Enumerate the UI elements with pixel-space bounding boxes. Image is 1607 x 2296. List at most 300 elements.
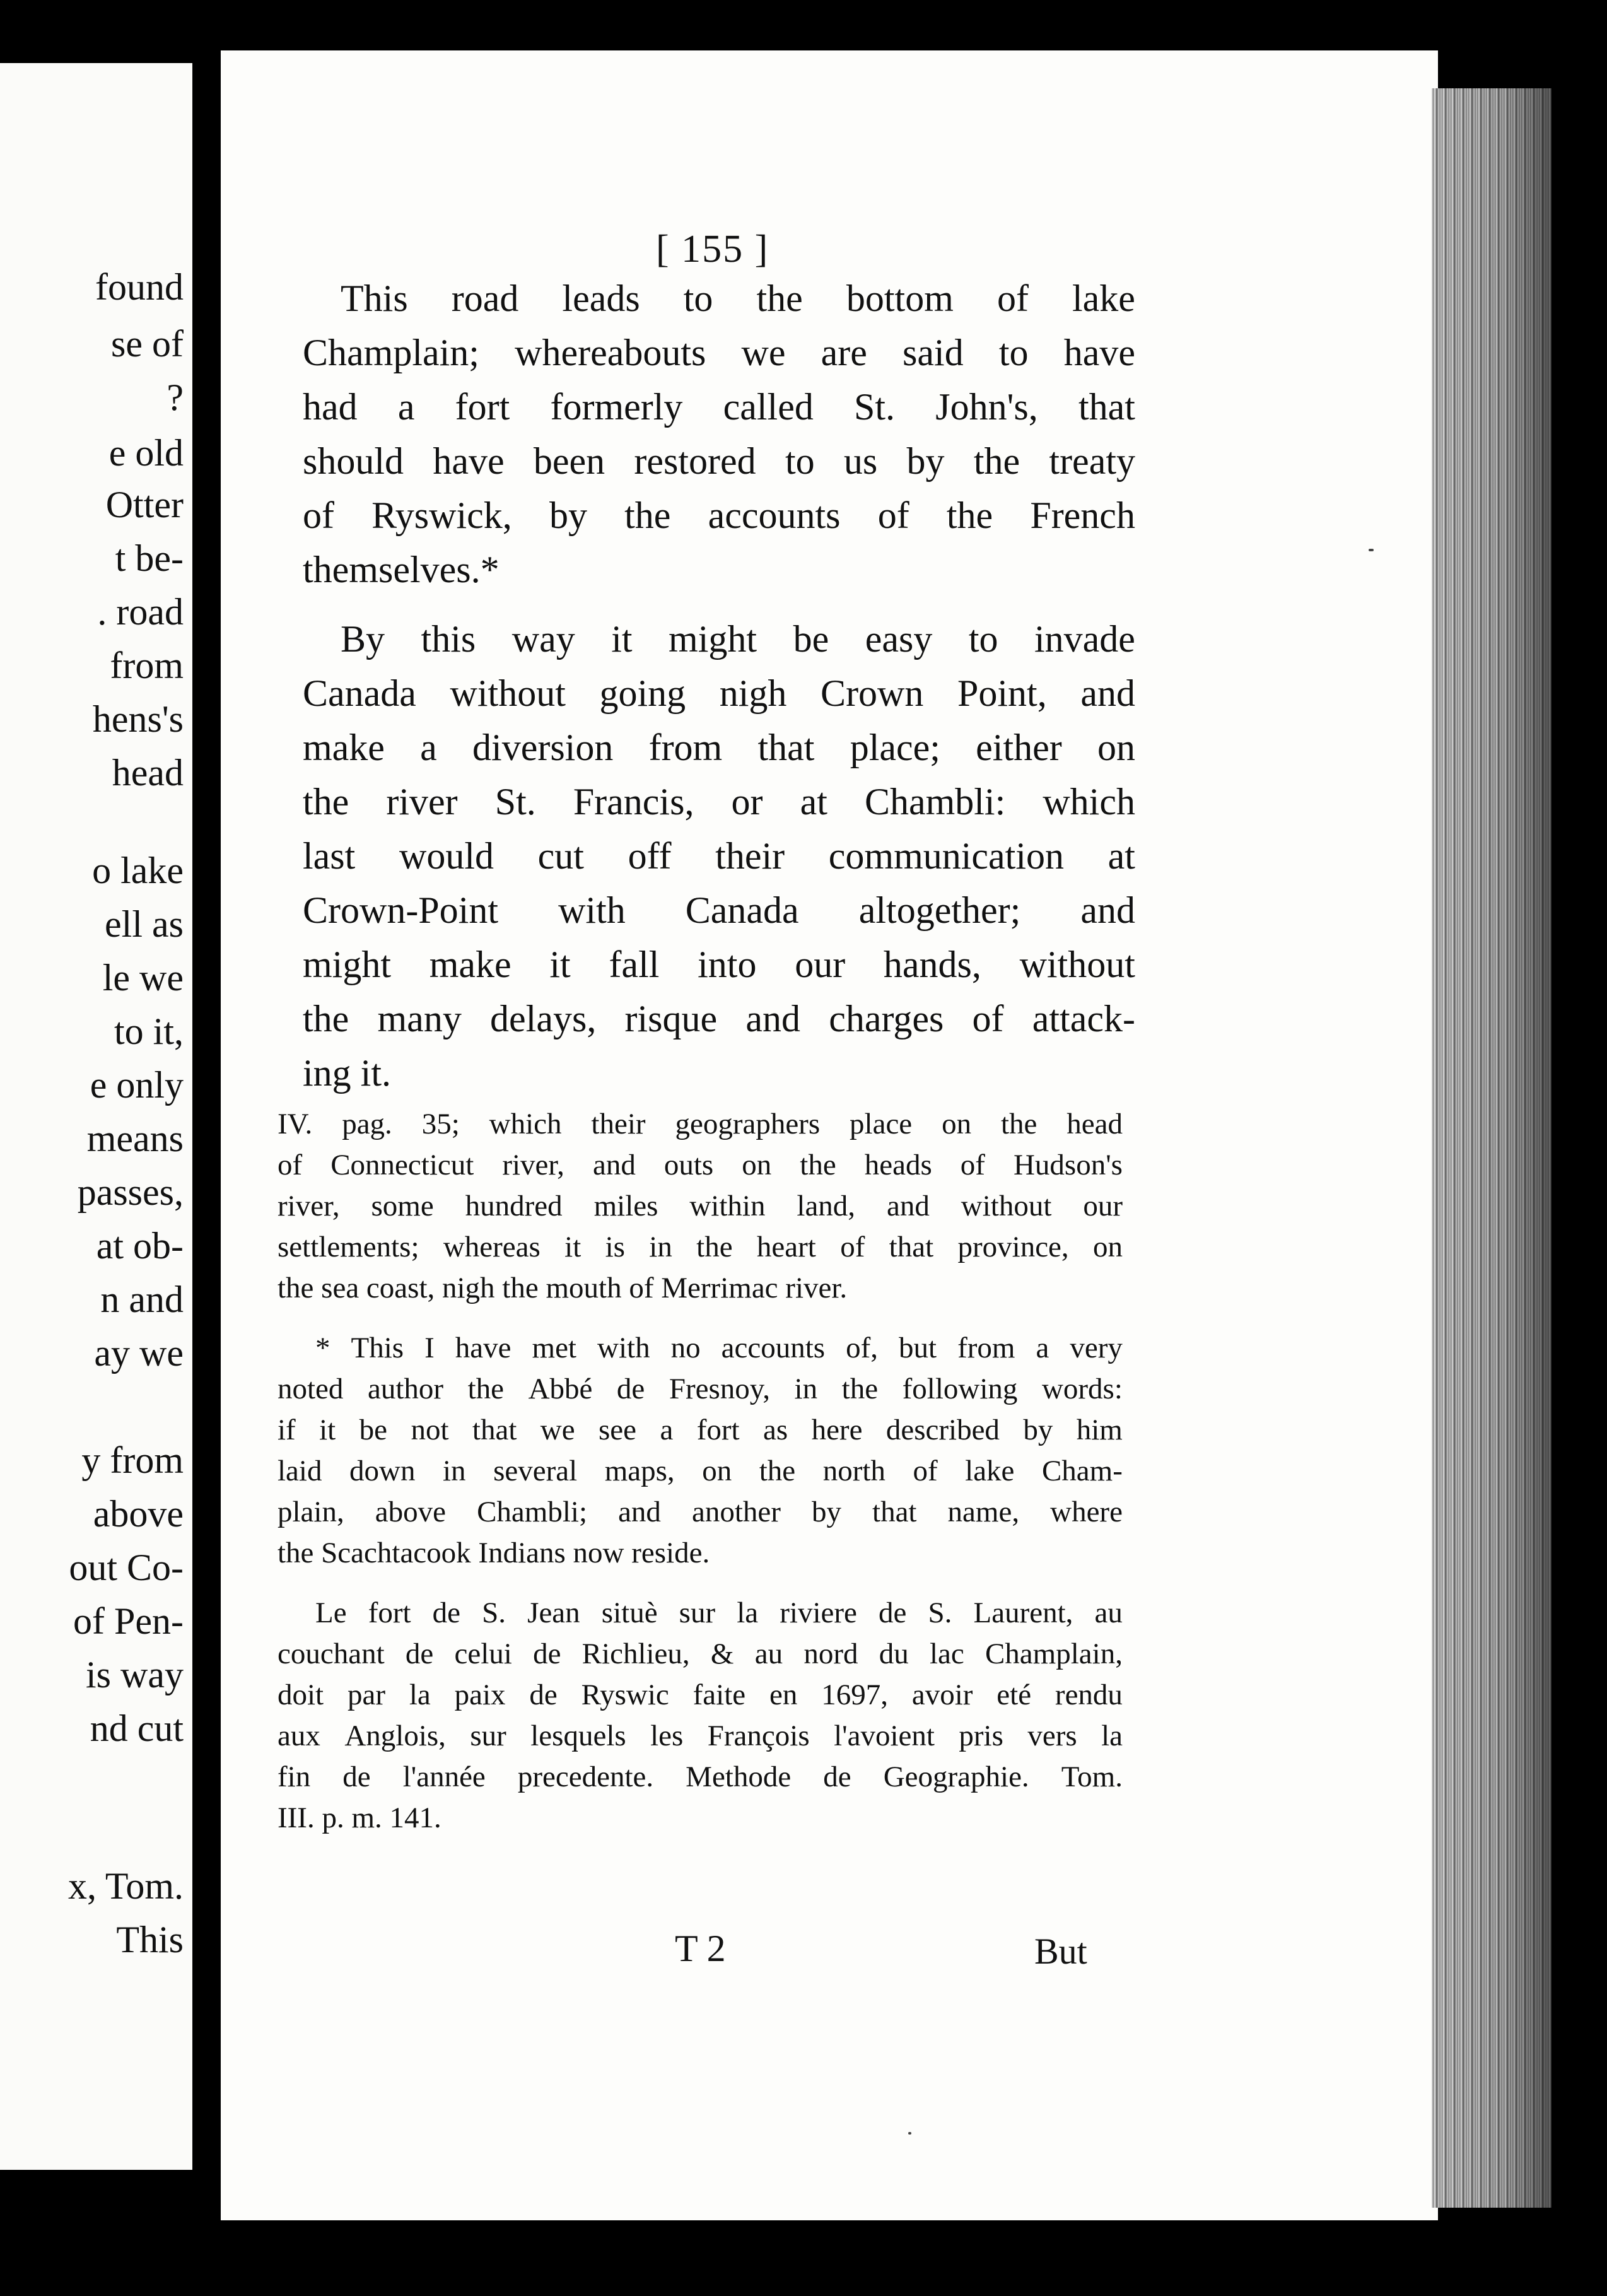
word: of (877, 495, 909, 536)
word: la (1101, 1719, 1123, 1752)
previous-page-line: se of (111, 323, 184, 365)
word: place (850, 1108, 913, 1140)
note-line (278, 1227, 1123, 1268)
word: the (973, 440, 1020, 482)
word: if (278, 1414, 296, 1446)
word: Fresnoy, (669, 1373, 770, 1405)
previous-page-line: ? (167, 377, 184, 418)
word: not (411, 1414, 449, 1446)
word: maps, (604, 1455, 675, 1487)
word: Cham- (1041, 1455, 1123, 1487)
word: John's, (935, 386, 1038, 428)
word: might (669, 618, 757, 660)
word: 35; (421, 1108, 460, 1140)
word: Ryswic (581, 1678, 669, 1711)
book-gutter (192, 0, 223, 2296)
word: north (822, 1455, 885, 1487)
word: lesquels (530, 1719, 626, 1752)
body-line (303, 434, 1135, 488)
previous-page-line: is way (86, 1654, 184, 1696)
word: where (1050, 1496, 1123, 1528)
note-line: III. p. m. 141. (278, 1801, 441, 1834)
word: communication (828, 835, 1065, 877)
word: miles (593, 1190, 658, 1222)
word: laid (278, 1455, 322, 1487)
note-line (278, 1145, 1123, 1186)
body-line (303, 666, 1135, 720)
word: of (278, 1149, 303, 1181)
word: altogether; (858, 889, 1021, 931)
word: of, (846, 1332, 878, 1364)
word: of (996, 278, 1029, 319)
body-line: themselves.* (303, 549, 500, 590)
previous-page-fragment (0, 63, 192, 2170)
word: S. (482, 1596, 506, 1629)
body-line (303, 992, 1135, 1046)
word: accounts (708, 495, 841, 536)
word: are (821, 332, 867, 373)
word: that (757, 727, 815, 768)
word: that (1078, 386, 1135, 428)
word: Jean (527, 1596, 580, 1629)
previous-page-line: above (93, 1493, 184, 1535)
note-line (278, 1410, 1123, 1451)
word: author (367, 1373, 444, 1405)
word: par (347, 1678, 385, 1711)
note-line (278, 1757, 1123, 1798)
word: have (455, 1332, 511, 1364)
word: au (1094, 1596, 1123, 1629)
word: la (409, 1678, 431, 1711)
word: French (1030, 495, 1135, 536)
word: following (902, 1373, 1018, 1405)
word: riviere (780, 1596, 857, 1629)
note-line (278, 1593, 1123, 1634)
word: doit (278, 1678, 324, 1711)
word: eté (996, 1678, 1032, 1711)
word: lake (1072, 278, 1135, 319)
word: of (960, 1149, 985, 1181)
word: settlements; (278, 1231, 419, 1263)
word: the (946, 495, 993, 536)
word: Methode (686, 1760, 792, 1793)
word: land, (797, 1190, 856, 1222)
word: be (793, 618, 829, 660)
word: by (549, 495, 587, 536)
word: Champlain, (985, 1637, 1123, 1670)
word: the (759, 1455, 796, 1487)
previous-page-line: nd cut (90, 1707, 184, 1749)
word: from (648, 727, 723, 768)
word: to (968, 618, 998, 660)
previous-page-line: passes, (77, 1171, 184, 1213)
word: pris (959, 1719, 1003, 1752)
word: delays, (490, 998, 597, 1040)
word: restored (634, 440, 756, 482)
word: diversion (472, 727, 614, 768)
word: it (319, 1414, 336, 1446)
speck (908, 2132, 911, 2135)
word: This (351, 1332, 404, 1364)
word: la (737, 1596, 759, 1629)
word: above (375, 1496, 447, 1528)
word: rendu (1055, 1678, 1123, 1711)
word: several (493, 1455, 578, 1487)
page-edges-shadow (1432, 88, 1551, 2208)
previous-page-line: hens's (92, 698, 184, 740)
word: and (1080, 672, 1135, 714)
word: on (742, 1149, 772, 1181)
word: the (696, 1231, 733, 1263)
previous-page-line: at ob- (96, 1225, 184, 1267)
body-line (303, 380, 1135, 434)
word: accounts (721, 1332, 826, 1364)
previous-page-line: n and (100, 1279, 184, 1320)
word: our (1083, 1190, 1123, 1222)
word: St. (854, 386, 896, 428)
word: place; (850, 727, 940, 768)
body-line (303, 829, 1135, 883)
word: been (533, 440, 605, 482)
word: river, (278, 1190, 340, 1222)
previous-page-line: out Co- (69, 1547, 184, 1588)
word: I (424, 1332, 435, 1364)
body-line (303, 271, 1135, 325)
word: might (303, 944, 392, 985)
previous-page-line: found (95, 266, 184, 308)
word: of (840, 1231, 865, 1263)
word: that (889, 1231, 934, 1263)
previous-page-line: . road (97, 591, 184, 633)
word: Francis, (573, 781, 694, 823)
word: of (972, 998, 1004, 1040)
word: easy (865, 618, 933, 660)
word: en (769, 1678, 798, 1711)
word: is (605, 1231, 625, 1263)
word: the (800, 1149, 836, 1181)
word: a (660, 1414, 674, 1446)
word: river, (502, 1149, 564, 1181)
word: paix (454, 1678, 506, 1711)
word: a (397, 386, 415, 428)
word: name, (947, 1496, 1020, 1528)
word: the (624, 495, 671, 536)
word: invade (1034, 618, 1135, 660)
speck (1369, 549, 1374, 551)
previous-page-line: from (110, 645, 184, 686)
word: described (885, 1414, 1000, 1446)
previous-page-line: le we (102, 957, 184, 999)
note-line: the sea coast, nigh the mouth of Merrimac river. (278, 1272, 848, 1304)
word: in (794, 1373, 818, 1405)
word: very (1070, 1332, 1123, 1364)
word: of (913, 1455, 938, 1487)
word: Connecticut (330, 1149, 474, 1181)
word: * (315, 1332, 330, 1364)
word: here (811, 1414, 863, 1446)
word: on (1093, 1231, 1123, 1263)
word: province, (957, 1231, 1069, 1263)
word: pag. (342, 1108, 392, 1140)
word: without (1019, 944, 1135, 985)
word: the (756, 278, 803, 319)
word: de (342, 1760, 371, 1793)
word: de (616, 1373, 645, 1405)
word: and (618, 1496, 661, 1528)
previous-page-line: ay we (94, 1332, 184, 1374)
word: make (303, 727, 385, 768)
word: IV. (278, 1108, 313, 1140)
word: head (1066, 1108, 1123, 1140)
word: by (1023, 1414, 1053, 1446)
word: going (599, 672, 686, 714)
word: a (1036, 1332, 1049, 1364)
word: that (472, 1414, 517, 1446)
word: road (451, 278, 519, 319)
note-line (278, 1369, 1123, 1410)
word: but (898, 1332, 937, 1364)
word: Crown (821, 672, 924, 714)
previous-page-line: This (116, 1919, 184, 1960)
word: Abbé (528, 1373, 593, 1405)
word: river (386, 781, 458, 823)
word: our (795, 944, 846, 985)
word: lake (965, 1455, 1015, 1487)
body-text (303, 271, 1135, 1100)
word: heart (756, 1231, 816, 1263)
word: and (745, 998, 800, 1040)
word: Point, (957, 672, 1047, 714)
word: risque (624, 998, 718, 1040)
word: whereas (443, 1231, 541, 1263)
word: fort (368, 1596, 411, 1629)
word: treaty (1049, 440, 1135, 482)
word: Le (315, 1596, 347, 1629)
word: their (715, 835, 785, 877)
word: without (450, 672, 566, 714)
word: or (731, 781, 763, 823)
word: cut (537, 835, 584, 877)
word: would (399, 835, 494, 877)
word: By (341, 618, 385, 660)
word: way (511, 618, 575, 660)
word: no (670, 1332, 701, 1364)
word: and (886, 1190, 930, 1222)
body-line (303, 883, 1135, 937)
note-line (278, 1675, 1123, 1716)
word: fort (696, 1414, 740, 1446)
word: the (467, 1373, 505, 1405)
word: fin (278, 1760, 311, 1793)
word: au (754, 1637, 783, 1670)
note-line (278, 1104, 1123, 1145)
word: it (611, 618, 633, 660)
word: bottom (846, 278, 954, 319)
word: by (906, 440, 945, 482)
word: the (303, 998, 349, 1040)
body-line (303, 720, 1135, 775)
word: should (303, 440, 404, 482)
note-line (278, 1716, 1123, 1757)
word: the (1000, 1108, 1037, 1140)
word: of (303, 495, 334, 536)
word: de (529, 1678, 558, 1711)
word: Geographie. (883, 1760, 1029, 1793)
word: be (359, 1414, 388, 1446)
word: on (1097, 727, 1135, 768)
word: we (540, 1414, 575, 1446)
word: situè (601, 1596, 658, 1629)
previous-page-line: means (86, 1118, 184, 1159)
word: de (432, 1596, 461, 1629)
previous-page-line: to it, (114, 1010, 184, 1052)
word: many (377, 998, 462, 1040)
word: outs (663, 1149, 714, 1181)
word: us (843, 440, 878, 482)
note-line (278, 1186, 1123, 1227)
word: at (800, 781, 827, 823)
word: some (371, 1190, 434, 1222)
word: the (303, 781, 349, 823)
body-line (303, 488, 1135, 542)
word: heads (864, 1149, 932, 1181)
word: 1697, (821, 1678, 888, 1711)
word: François (707, 1719, 810, 1752)
word: fall (609, 944, 660, 985)
body-line (303, 325, 1135, 380)
word: Canada (685, 889, 799, 931)
word: met (532, 1332, 576, 1364)
previous-page-line: ell as (105, 903, 184, 945)
word: charges (829, 998, 944, 1040)
word: last (303, 835, 356, 877)
word: celui (454, 1637, 512, 1670)
word: him (1076, 1414, 1123, 1446)
word: with (558, 889, 626, 931)
word: precedente. (517, 1760, 654, 1793)
word: as (763, 1414, 788, 1446)
word: de (405, 1637, 434, 1670)
word: a (420, 727, 437, 768)
previous-page-line: x, Tom. (67, 1865, 184, 1907)
word: Chambli; (477, 1496, 588, 1528)
word: into (698, 944, 757, 985)
word: du (879, 1637, 909, 1670)
signature-mark: T 2 (675, 1928, 726, 1969)
note-line (278, 1451, 1123, 1492)
word: this (421, 618, 476, 660)
previous-page-line: o lake (92, 850, 184, 891)
word: St. (494, 781, 536, 823)
previous-page-line: head (112, 752, 184, 794)
word: de (533, 1637, 561, 1670)
word: have (433, 440, 505, 482)
word: their (591, 1108, 646, 1140)
word: attack- (1032, 998, 1135, 1040)
word: Tom. (1061, 1760, 1123, 1793)
word: we (741, 332, 786, 373)
word: Hudson's (1013, 1149, 1123, 1181)
word: Richlieu, (581, 1637, 690, 1670)
word: de (823, 1760, 851, 1793)
word: avoir (911, 1678, 973, 1711)
word: off (628, 835, 672, 877)
word: noted (278, 1373, 344, 1405)
word: and (592, 1149, 636, 1181)
word: leads (562, 278, 640, 319)
body-line (303, 775, 1135, 829)
paragraph-gap (303, 597, 1135, 612)
word: Crown-Point (303, 889, 499, 931)
word: les (650, 1719, 684, 1752)
body-line: ing it. (303, 1052, 392, 1094)
word: aux (278, 1719, 320, 1752)
word: sur (470, 1719, 506, 1752)
word: on (702, 1455, 732, 1487)
previous-page-line: of Pen- (73, 1600, 184, 1642)
word: formerly (550, 386, 683, 428)
word: on (942, 1108, 972, 1140)
word: to (998, 332, 1029, 373)
word: have (1063, 332, 1135, 373)
paragraph-gap (278, 1309, 1123, 1328)
word: Canada (303, 672, 416, 714)
page-number: [ 155 ] (656, 228, 769, 271)
note-line: the Scachtacook Indians now reside. (278, 1537, 710, 1569)
word: had (303, 386, 358, 428)
word: in (443, 1455, 466, 1487)
word: said (903, 332, 964, 373)
word: which (1043, 781, 1135, 823)
word: vers (1027, 1719, 1077, 1752)
word: geographers (675, 1108, 821, 1140)
word: it (549, 944, 571, 985)
word: This (341, 278, 408, 319)
body-line (303, 612, 1135, 666)
word: couchant (278, 1637, 385, 1670)
word: plain, (278, 1496, 344, 1528)
word: see (599, 1414, 637, 1446)
word: Anglois, (344, 1719, 446, 1752)
word: called (723, 386, 814, 428)
word: hands, (883, 944, 981, 985)
note-line (278, 1328, 1123, 1369)
word: Ryswick, (371, 495, 512, 536)
word: that (872, 1496, 917, 1528)
word: without (961, 1190, 1052, 1222)
word: to (683, 278, 713, 319)
previous-page-line: e only (90, 1064, 184, 1106)
word: in (649, 1231, 672, 1263)
paragraph-gap (278, 1574, 1123, 1593)
word: Chambli: (864, 781, 1006, 823)
word: lac (929, 1637, 964, 1670)
word: l'année (402, 1760, 486, 1793)
catchword: But (1034, 1931, 1087, 1972)
word: whereabouts (515, 332, 706, 373)
word: Laurent, (973, 1596, 1073, 1629)
word: the (841, 1373, 879, 1405)
word: either (976, 727, 1062, 768)
word: make (429, 944, 511, 985)
previous-page-line: t be- (115, 537, 184, 579)
word: at (1107, 835, 1135, 877)
word: l'avoient (834, 1719, 935, 1752)
word: which (489, 1108, 562, 1140)
footnotes (278, 1104, 1123, 1839)
previous-page-line: Otter (105, 484, 184, 525)
word: de (879, 1596, 907, 1629)
